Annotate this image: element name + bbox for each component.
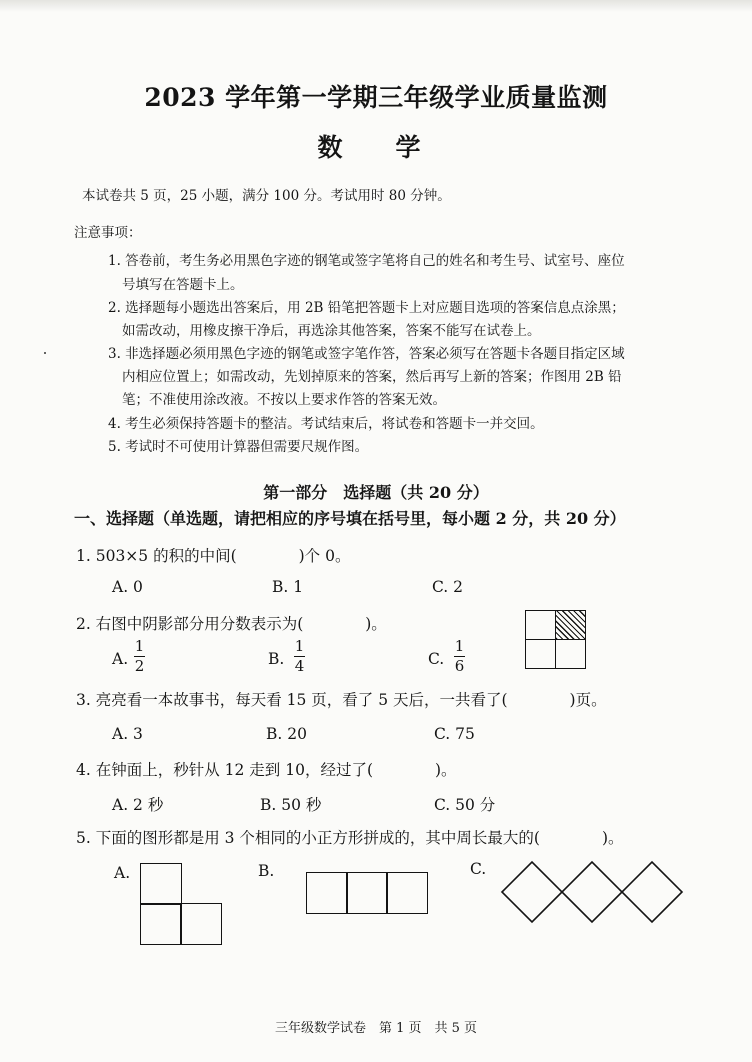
square — [386, 872, 428, 914]
diamond-square — [562, 862, 622, 922]
fraction-numerator: 1 — [294, 637, 305, 655]
q2-fraction-b — [294, 638, 305, 675]
q2-option-a-label: A. — [112, 650, 129, 668]
q2-fraction-a — [134, 638, 145, 675]
q2-option-a[interactable] — [112, 650, 128, 668]
note-line: 笔；不准使用涂改液。不按以上要求作答的答案无效。 — [122, 392, 446, 408]
q2-option-c[interactable] — [428, 650, 444, 668]
q5-option-a[interactable]: A. — [114, 864, 131, 882]
q1-option-b[interactable]: B. 1 — [272, 578, 304, 596]
question-3-stem: 3. 亮亮看一本故事书，每天看 15 页，看了 5 天后，一共看了( )页。 — [76, 691, 607, 709]
grid-cell-shaded — [555, 610, 586, 640]
q4-option-b[interactable]: B. 50 秒 — [260, 796, 322, 814]
note-line: 如需改动，用橡皮擦干净后，再选涂其他答案，答案不能写在试卷上。 — [122, 323, 541, 339]
scan-speck — [44, 352, 46, 354]
note-line: 号填写在答题卡上。 — [122, 277, 244, 293]
note-line: 4. 考生必须保持答题卡的整洁。考试结束后，将试卷和答题卡一并交回。 — [108, 416, 544, 432]
page-footer: 三年级数学试卷 第 1 页 共 5 页 — [274, 1021, 478, 1036]
question-2-stem: 2. 右图中阴影部分用分数表示为( )。 — [76, 615, 387, 633]
scan-top-band — [0, 0, 752, 12]
square — [180, 903, 222, 945]
note-line: 2. 选择题每小题选出答案后，用 2B 铅笔把答题卡上对应题目选项的答案信息点涂黑； — [108, 300, 625, 316]
q4-option-a[interactable]: A. 2 秒 — [112, 796, 164, 814]
grid-cell — [525, 639, 556, 669]
note-line: 内相应位置上；如需改动，先划掉原来的答案，然后再写上新的答案；作图用 2B 铅 — [122, 369, 622, 385]
q2-option-c-label: C. — [428, 650, 445, 668]
q1-option-a[interactable]: A. 0 — [112, 578, 143, 596]
square — [346, 872, 388, 914]
question-4-stem: 4. 在钟面上，秒针从 12 走到 10，经过了( )。 — [76, 761, 457, 779]
diamond-square — [622, 862, 682, 922]
q3-option-b[interactable]: B. 20 — [266, 725, 307, 743]
q5-figure-c-diamonds — [500, 858, 686, 928]
note-line: 5. 考试时不可使用计算器但需要尺规作图。 — [108, 439, 369, 455]
square — [140, 903, 182, 945]
exam-intro: 本试卷共 5 页，25 小题，满分 100 分。考试用时 80 分钟。 — [82, 188, 451, 204]
q2-option-b[interactable] — [268, 650, 284, 668]
fraction-denominator: 2 — [134, 657, 145, 675]
q3-option-a[interactable]: A. 3 — [112, 725, 143, 743]
q5-option-c[interactable]: C. — [470, 860, 487, 878]
notes-heading: 注意事项： — [74, 225, 142, 241]
fraction-denominator: 4 — [294, 657, 305, 675]
section-title: 第一部分 选择题（共 20 分） — [263, 483, 489, 502]
exam-title: 2023 学年第一学期三年级学业质量监测 — [144, 83, 608, 112]
square — [140, 863, 182, 905]
grid-cell — [555, 639, 586, 669]
q1-option-c[interactable]: C. 2 — [432, 578, 464, 596]
fraction-numerator: 1 — [134, 637, 145, 655]
q2-fraction-c — [454, 638, 465, 675]
question-1-stem: 1. 503×5 的积的中间( )个 0。 — [76, 547, 351, 565]
note-line: 3. 非选择题必须用黑色字迹的钢笔或签字笔作答，答案必须写在答题卡各题目指定区域 — [108, 346, 625, 362]
diamond-square — [502, 862, 562, 922]
grid-cell — [525, 610, 556, 640]
part-heading: 一、选择题（单选题，请把相应的序号填在括号里，每小题 2 分，共 20 分） — [74, 509, 626, 528]
square — [306, 872, 348, 914]
q2-option-b-label: B. — [268, 650, 285, 668]
exam-subject: 数 学 — [317, 133, 435, 162]
q3-option-c[interactable]: C. 75 — [434, 725, 475, 743]
note-line: 1. 答卷前，考生务必用黑色字迹的钢笔或签字笔将自己的姓名和考生号、试室号、座位 — [108, 253, 625, 269]
question-5-stem: 5. 下面的图形都是用 3 个相同的小正方形拼成的，其中周长最大的( )。 — [76, 829, 624, 847]
q4-option-c[interactable]: C. 50 分 — [434, 796, 496, 814]
q5-option-b[interactable]: B. — [258, 862, 275, 880]
fraction-numerator: 1 — [454, 637, 465, 655]
fraction-denominator: 6 — [454, 657, 465, 675]
